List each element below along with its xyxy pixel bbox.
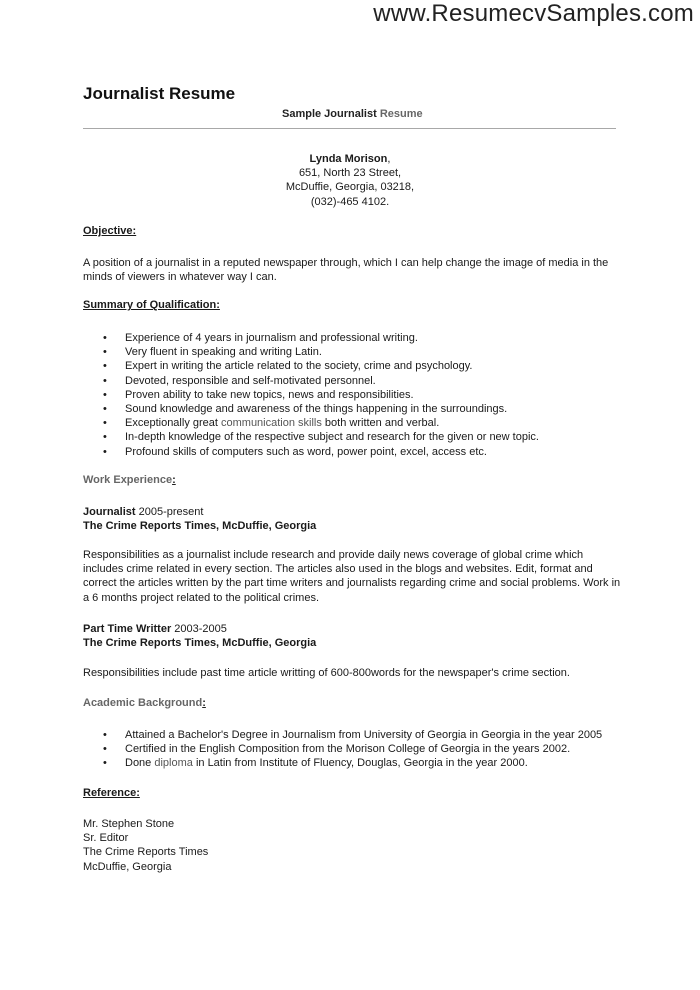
- subtitle-bold: Sample Journalist: [282, 108, 377, 120]
- summary-item-text: Very fluent in speaking and writing Latin.: [125, 346, 322, 359]
- list-item: [83, 742, 613, 756]
- academic-heading-text: Academic Background: [83, 697, 203, 709]
- reference-line: Sr. Editor: [83, 832, 129, 845]
- academic-item-pre: Done: [125, 757, 155, 770]
- bullet-icon: •: [103, 743, 107, 756]
- work-heading-text: Work Experience: [83, 474, 173, 486]
- reference-line: McDuffie, Georgia: [83, 860, 172, 873]
- contact-address1: 651, North 23 Street,: [298, 167, 402, 180]
- job-1-title: [83, 505, 203, 519]
- summary-item-text: Proven ability to take new topics, news and responsibilities.: [125, 388, 414, 401]
- bullet-icon: •: [103, 402, 107, 415]
- job-1-role: Journalist: [83, 506, 136, 518]
- subtitle-grey: Resume: [376, 108, 423, 120]
- site-url[interactable]: www.ResumecvSamples.com: [373, 0, 694, 27]
- job-2-description: Responsibilities include past time article writting of 600-800words for the newspaper's crime section.: [83, 667, 570, 679]
- summary-item-text: Sound knowledge and awareness of the things happening in the surroundings.: [125, 402, 508, 415]
- contact-name: Lynda Morison: [309, 153, 388, 165]
- job-2-employer: The Crime Reports Times, McDuffie, Georgia: [83, 637, 317, 649]
- bullet-icon: •: [103, 757, 107, 770]
- bullet-icon: •: [103, 417, 107, 430]
- academic-list: [83, 728, 613, 771]
- contact-phone: (032)-465 4102.: [310, 195, 390, 208]
- bullet-icon: •: [103, 346, 107, 359]
- summary-item-text: Expert in writing the article related to the society, crime and psychology.: [125, 360, 473, 373]
- bullet-icon: •: [103, 374, 107, 387]
- list-item: [83, 416, 613, 430]
- job-2-title: [83, 622, 227, 636]
- list-item: [83, 430, 613, 444]
- work-heading: [83, 474, 176, 486]
- list-item: [83, 388, 613, 402]
- job-1-description: Responsibilities as a journalist include research and provide daily news coverage of global crime which includes crime related in every section. The articles also used in the blogs and websites. Edit, format and correct the articles written by the part time writers and journalists regarding crime and social problems. Work in a 6 months project related to the political crimes.: [83, 549, 621, 604]
- objective-text: A position of a journalist in a reputed newspaper through, which I can help change the image of media in the minds of viewers in whatever way I can.: [83, 257, 609, 284]
- header-divider: [83, 128, 616, 129]
- academic-heading: [83, 697, 206, 709]
- bullet-icon: •: [103, 431, 107, 444]
- job-2-role: Part Time Writter: [83, 623, 172, 635]
- summary-item-text: Experience of 4 years in journalism and professional writing.: [125, 332, 418, 344]
- objective-heading: Objective:: [83, 225, 137, 237]
- diploma-link[interactable]: diploma: [154, 757, 193, 770]
- job-1-employer: The Crime Reports Times, McDuffie, Georgia: [83, 520, 317, 532]
- summary-heading: Summary of Qualification:: [83, 299, 220, 311]
- bullet-icon: •: [103, 388, 107, 401]
- list-item: [83, 728, 613, 742]
- reference-block: [83, 817, 208, 874]
- list-item: [83, 756, 613, 770]
- academic-heading-colon: :: [202, 697, 206, 709]
- list-item: [83, 345, 613, 359]
- summary-item-text: Profound skills of computers such as word, power point, excel, access etc.: [125, 445, 487, 458]
- contact-block: [250, 152, 450, 209]
- reference-heading: Reference:: [83, 787, 140, 799]
- summary-item-text: Devoted, responsible and self-motivated personnel.: [125, 374, 376, 387]
- bullet-icon: •: [103, 729, 107, 741]
- academic-item-text: Attained a Bachelor's Degree in Journalism from University of Georgia in Georgia in the year 2005: [125, 729, 603, 741]
- list-item: [83, 445, 613, 459]
- academic-item-text: Certified in the English Composition from the Morison College of Georgia in the years 2002.: [125, 743, 571, 756]
- subtitle: [282, 108, 423, 120]
- contact-address2: McDuffie, Georgia, 03218,: [285, 181, 415, 194]
- summary-list: [83, 331, 613, 459]
- summary-item-pre: Exceptionally great: [125, 417, 221, 430]
- work-heading-colon: :: [172, 474, 176, 486]
- summary-item-text: In-depth knowledge of the respective subject and research for the given or new topic.: [125, 431, 539, 444]
- reference-line: The Crime Reports Times: [83, 846, 209, 859]
- list-item: [83, 402, 613, 416]
- bullet-icon: •: [103, 360, 107, 373]
- communication-skills-link[interactable]: communication skills: [221, 417, 322, 430]
- contact-name-suffix: ,: [387, 153, 391, 165]
- academic-item-post: in Latin from Institute of Fluency, Douglas, Georgia in the year 2000.: [192, 757, 528, 770]
- bullet-icon: •: [103, 332, 107, 344]
- summary-item-post: both written and verbal.: [321, 417, 440, 430]
- job-1-years: 2005-present: [135, 506, 204, 518]
- reference-line: Mr. Stephen Stone: [83, 818, 175, 830]
- page-title: Journalist Resume: [83, 84, 236, 103]
- list-item: [83, 374, 613, 388]
- job-2-years: 2003-2005: [171, 623, 227, 635]
- bullet-icon: •: [103, 445, 107, 458]
- list-item: [83, 331, 613, 345]
- list-item: [83, 359, 613, 373]
